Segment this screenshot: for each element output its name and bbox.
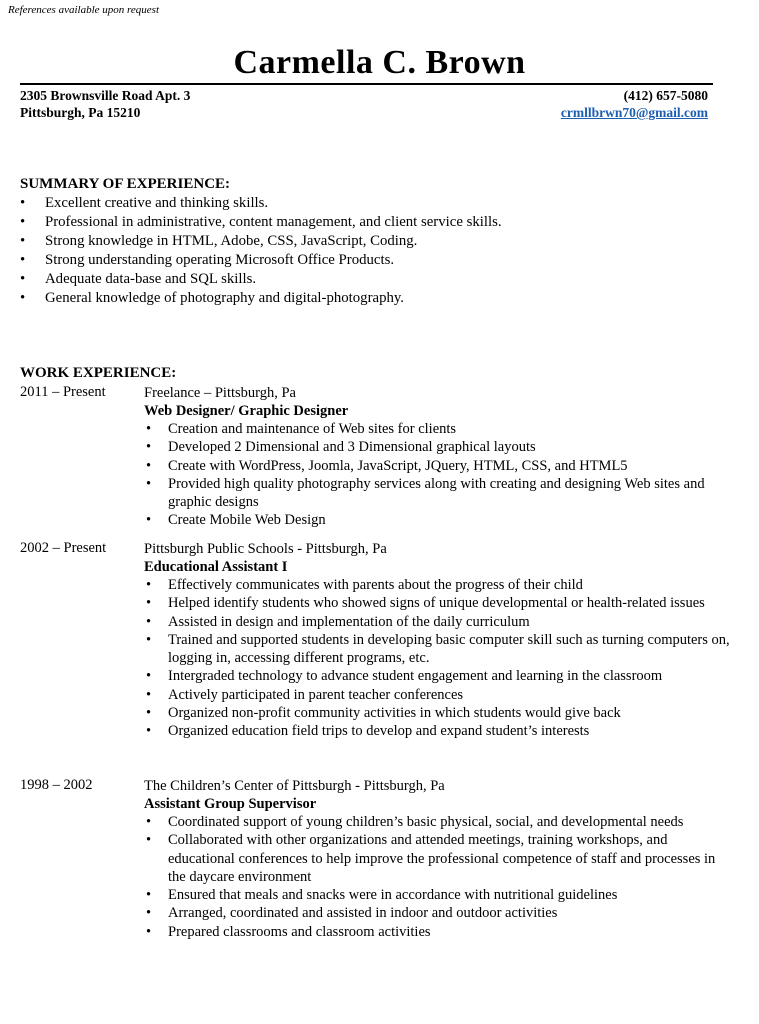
contact-row-2 [20, 105, 708, 121]
job-body [144, 540, 734, 741]
job-bullet-text: Effectively communicates with parents about the progress of their child [168, 577, 583, 593]
job-dates: 1998 – 2002 [20, 777, 93, 793]
job-bullet-text: Collaborated with other organizations and attended meetings, training workshops, and educational conferences to help improve the professional competence of staff and processes in the daycare environment [168, 832, 716, 885]
bullet-icon: • [146, 923, 152, 940]
bullet-icon: • [20, 271, 26, 287]
summary-item-text: General knowledge of photography and digital-photography. [45, 290, 404, 306]
job-bullet-item [144, 613, 734, 631]
job-bullet-text: Prepared classrooms and classroom activities [168, 923, 431, 940]
candidate-name: Carmella C. Brown [233, 44, 526, 81]
job-bullets [144, 576, 734, 741]
job-title: Web Designer/ Graphic Designer [144, 403, 349, 419]
work-heading: WORK EXPERIENCE: [20, 365, 177, 381]
bullet-icon: • [20, 252, 26, 268]
bullet-icon: • [20, 214, 26, 230]
job-bullet-item [144, 594, 734, 612]
job-bullet-item [144, 923, 734, 941]
bullet-icon: • [146, 887, 152, 904]
job-bullet-item [144, 722, 734, 740]
summary-item [20, 289, 502, 308]
job-title: Educational Assistant I [144, 559, 288, 575]
job-bullet-text: Assisted in design and implementation of the daily curriculum [168, 613, 530, 630]
job-bullet-item [144, 438, 734, 456]
email-link[interactable]: crmllbrwn70@gmail.com [560, 105, 708, 120]
bullet-icon: • [146, 613, 152, 630]
job-bullet-text: Developed 2 Dimensional and 3 Dimensional graphical layouts [168, 439, 536, 456]
summary-heading: SUMMARY OF EXPERIENCE: [20, 176, 231, 192]
summary-item [20, 213, 502, 232]
contact-row-1 [20, 88, 708, 104]
job-bullet-item [144, 475, 734, 512]
job-title: Assistant Group Supervisor [144, 796, 317, 812]
job-bullet-item [144, 904, 734, 922]
address-line-2: Pittsburgh, Pa 15210 [20, 105, 141, 120]
job-bullet-item [144, 576, 734, 594]
job-dates: 2002 – Present [20, 540, 107, 556]
job-bullet-item [144, 631, 734, 668]
bullet-icon: • [146, 723, 152, 740]
bullet-icon: • [146, 668, 152, 685]
job-bullet-text: Actively participated in parent teacher conferences [168, 686, 464, 703]
bullet-icon: • [146, 577, 152, 593]
header-divider [20, 83, 713, 85]
bullet-icon: • [20, 233, 26, 249]
bullet-icon: • [146, 512, 152, 529]
job-bullet-text: Intergraded technology to advance student engagement and learning in the classroom [168, 668, 663, 685]
job-bullet-item [144, 667, 734, 685]
job-bullet-text: Create Mobile Web Design [168, 512, 326, 529]
job-bullet-text: Organized non-profit community activities in which students would give back [168, 705, 621, 722]
job-bullet-text: Ensured that meals and snacks were in accordance with nutritional guidelines [168, 887, 618, 904]
bullet-icon: • [20, 290, 26, 306]
summary-item-text: Professional in administrative, content management, and client service skills. [45, 214, 502, 230]
summary-item-text: Excellent creative and thinking skills. [45, 195, 269, 211]
summary-item [20, 251, 502, 270]
bullet-icon: • [146, 631, 152, 648]
summary-item [20, 232, 502, 251]
job-bullet-item [144, 686, 734, 704]
job-body [144, 384, 734, 530]
summary-item-text: Strong understanding operating Microsoft Office Products. [45, 252, 395, 268]
summary-item [20, 194, 502, 213]
summary-list [20, 194, 502, 308]
bullet-icon: • [146, 595, 152, 612]
job-bullet-text: Helped identify students who showed signs of unique developmental or health-related issues [168, 595, 705, 612]
job-bullet-text: Provided high quality photography services along with creating and designing Web sites and graphic designs [168, 475, 705, 511]
job-bullet-text: Organized education field trips to develop and expand student’s interests [168, 723, 590, 740]
summary-item-text: Strong knowledge in HTML, Adobe, CSS, JavaScript, Coding. [45, 233, 418, 249]
references-note: References available upon request [8, 4, 159, 16]
job-employer: Pittsburgh Public Schools - Pittsburgh, Pa [144, 541, 387, 557]
job-bullet-item [144, 831, 734, 886]
summary-item [20, 270, 502, 289]
phone-number: (412) 657-5080 [623, 88, 708, 103]
job-bullet-text: Creation and maintenance of Web sites for clients [168, 421, 457, 437]
bullet-icon: • [146, 814, 152, 830]
job-bullets [144, 813, 734, 941]
bullet-icon: • [146, 475, 152, 492]
job-body [144, 777, 734, 941]
bullet-icon: • [146, 686, 152, 703]
job-bullet-item [144, 511, 734, 529]
job-bullet-item [144, 457, 734, 475]
job-employer: Freelance – Pittsburgh, Pa [144, 385, 296, 401]
bullet-icon: • [20, 195, 26, 211]
job-bullet-text: Create with WordPress, Joomla, JavaScript, JQuery, HTML, CSS, and HTML5 [168, 457, 628, 474]
address-line-1: 2305 Brownsville Road Apt. 3 [20, 88, 191, 103]
bullet-icon: • [146, 705, 152, 722]
bullet-icon: • [146, 439, 152, 456]
bullet-icon: • [146, 832, 152, 849]
job-bullet-text: Arranged, coordinated and assisted in indoor and outdoor activities [168, 905, 558, 922]
job-bullet-item [144, 420, 734, 438]
job-dates: 2011 – Present [20, 384, 106, 400]
job-bullet-text: Coordinated support of young children’s basic physical, social, and developmental needs [168, 814, 684, 830]
job-bullet-text: Trained and supported students in developing basic computer skill such as turning computers on, logging in, accessing different programs, etc. [168, 631, 730, 667]
job-bullet-item [144, 704, 734, 722]
bullet-icon: • [146, 421, 152, 437]
job-bullet-item [144, 886, 734, 904]
summary-item-text: Adequate data-base and SQL skills. [45, 271, 257, 287]
job-bullet-item [144, 813, 734, 831]
bullet-icon: • [146, 905, 152, 922]
job-employer: The Children’s Center of Pittsburgh - Pittsburgh, Pa [144, 778, 445, 794]
job-bullets [144, 420, 734, 530]
bullet-icon: • [146, 457, 152, 474]
